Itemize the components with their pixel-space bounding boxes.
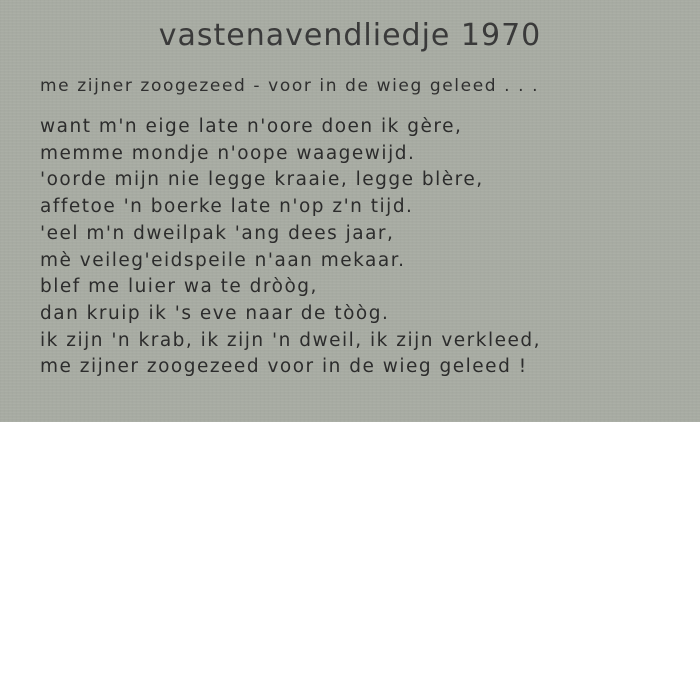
verse-line: ik zijn 'n krab, ik zijn 'n dweil, ik zijn verkleed,	[40, 329, 542, 351]
verse-line: 'oorde mijn nie legge kraaie, legge blère,	[40, 169, 484, 191]
verse-line: memme mondje n'oope waagewijd.	[40, 142, 416, 164]
verse-line: me zijner zoogezeed voor in de wieg geleed !	[40, 356, 528, 378]
song-subtitle: me zijner zoogezeed - voor in de wieg geleed . . .	[40, 76, 540, 96]
verse-line: want m'n eige late n'oore doen ik gère,	[40, 116, 463, 137]
verse-line: dan kruip ik 's eve naar de tòòg.	[40, 302, 390, 324]
song-title: vastenavendliedje 1970	[158, 18, 542, 53]
verse-line: affetoe 'n boerke late n'op z'n tijd.	[40, 196, 414, 218]
verse-line: 'eel m'n dweilpak 'ang dees jaar,	[40, 222, 395, 244]
verse-line: blef me luier wa te dròòg,	[40, 276, 318, 298]
verse-line: mè veileg'eidspeile n'aan mekaar.	[40, 249, 406, 271]
verse-block	[40, 114, 541, 381]
